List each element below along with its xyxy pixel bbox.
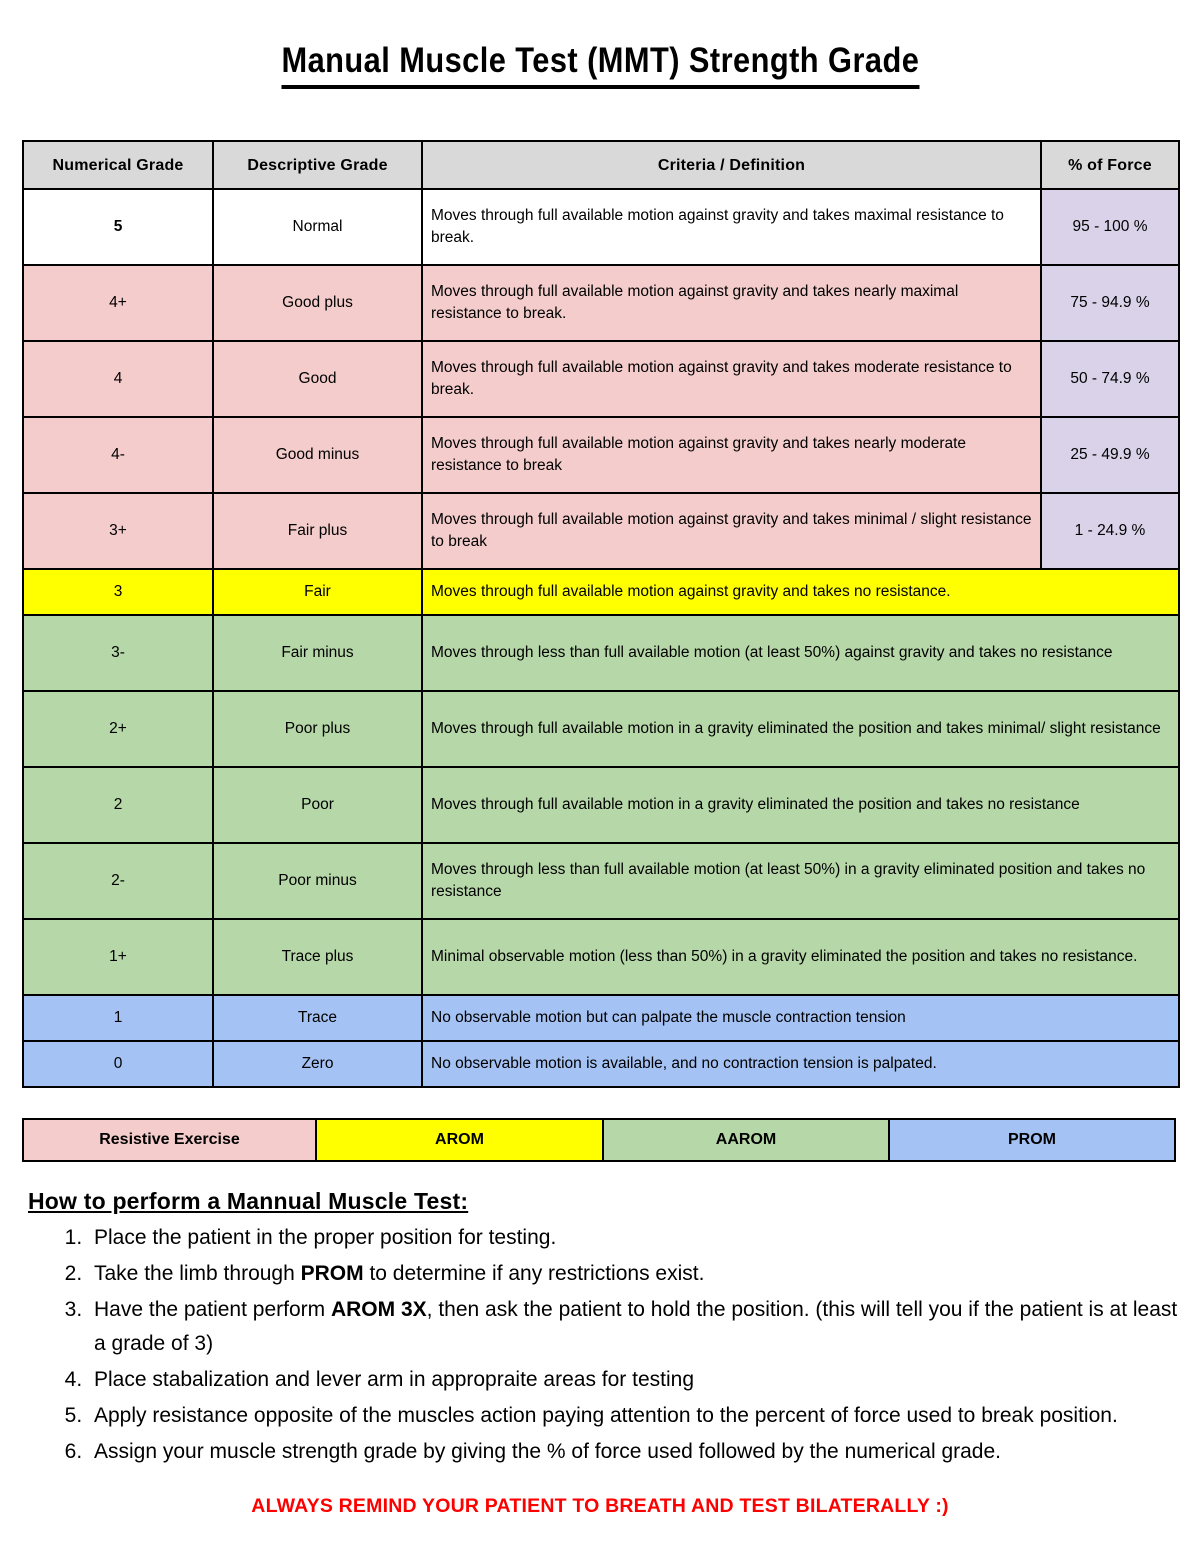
table-body [23,189,1179,1087]
cell-numerical-grade: 4 [23,341,213,417]
legend-item-resistive-exercise: Resistive Exercise [22,1118,317,1162]
cell-descriptive-grade: Good [213,341,422,417]
legend-item-arom: AROM [315,1118,604,1162]
cell-criteria-definition: Moves through full available motion in a gravity eliminated the position and takes minimal/ slight resistance [422,691,1179,767]
instruction-step [88,1435,1178,1469]
instructions-heading: How to perform a Mannual Muscle Test: [28,1188,469,1215]
cell-descriptive-grade: Poor minus [213,843,422,919]
cell-percent-of-force: 75 - 94.9 % [1041,265,1179,341]
table-row [23,341,1179,417]
mmt-table-container [22,140,1178,1088]
cell-criteria-definition: No observable motion is available, and no contraction tension is palpated. [422,1041,1179,1087]
step-text: to determine if any restrictions exist. [363,1262,705,1286]
title-container [0,0,1200,118]
cell-descriptive-grade: Good plus [213,265,422,341]
step-emphasis: AROM 3X [330,1298,427,1322]
table-row [23,265,1179,341]
cell-numerical-grade: 2- [23,843,213,919]
cell-descriptive-grade: Good minus [213,417,422,493]
table-row [23,417,1179,493]
step-text: Assign your muscle strength grade by giving the % of force used followed by the numerical grade. [94,1440,1001,1464]
cell-percent-of-force: 50 - 74.9 % [1041,341,1179,417]
cell-percent-of-force: 1 - 24.9 % [1041,493,1179,569]
cell-descriptive-grade: Fair minus [213,615,422,691]
step-text: Apply resistance opposite of the muscles action paying attention to the percent of force used to break position. [94,1404,1118,1428]
cell-descriptive-grade: Trace [213,995,422,1041]
cell-descriptive-grade: Poor plus [213,691,422,767]
cell-criteria-definition: No observable motion but can palpate the muscle contraction tension [422,995,1179,1041]
cell-criteria-definition: Moves through less than full available motion (at least 50%) in a gravity eliminated position and takes no resistance [422,843,1179,919]
table-header-row [23,141,1179,189]
table-row [23,691,1179,767]
cell-numerical-grade: 3- [23,615,213,691]
column-header-numerical-grade: Numerical Grade [23,141,213,189]
cell-criteria-definition: Minimal observable motion (less than 50%) in a gravity eliminated the position and takes no resistance. [422,919,1179,995]
cell-numerical-grade: 4- [23,417,213,493]
instruction-step [88,1221,1178,1255]
cell-numerical-grade: 1 [23,995,213,1041]
table-row [23,189,1179,265]
column-header-criteria: Criteria / Definition [422,141,1041,189]
cell-criteria-definition: Moves through full available motion against gravity and takes moderate resistance to break. [422,341,1041,417]
cell-numerical-grade: 2+ [23,691,213,767]
step-text: Place stabalization and lever arm in appropraite areas for testing [94,1368,694,1392]
instructions-step-list [10,1221,1178,1469]
instruction-step [88,1363,1178,1397]
step-emphasis: PROM [300,1262,364,1286]
step-text: Have the patient perform [94,1298,331,1322]
mmt-grade-table [22,140,1180,1088]
step-text: Take the limb through [94,1262,301,1286]
column-header-percent-force: % of Force [1041,141,1179,189]
table-row [23,1041,1179,1087]
table-row [23,767,1179,843]
instruction-step [88,1293,1178,1361]
cell-percent-of-force: 25 - 49.9 % [1041,417,1179,493]
cell-descriptive-grade: Trace plus [213,919,422,995]
cell-descriptive-grade: Fair plus [213,493,422,569]
instruction-step [88,1257,1178,1291]
cell-descriptive-grade: Zero [213,1041,422,1087]
table-header [23,141,1179,189]
cell-criteria-definition: Moves through full available motion in a gravity eliminated the position and takes no resistance [422,767,1179,843]
cell-criteria-definition: Moves through full available motion against gravity and takes nearly maximal resistance to break. [422,265,1041,341]
table-row [23,995,1179,1041]
legend-item-aarom: AAROM [602,1118,890,1162]
cell-descriptive-grade: Poor [213,767,422,843]
page-title: Manual Muscle Test (MMT) Strength Grade [281,41,919,88]
cell-numerical-grade: 4+ [23,265,213,341]
table-row [23,843,1179,919]
column-header-descriptive-grade: Descriptive Grade [213,141,422,189]
cell-percent-of-force: 95 - 100 % [1041,189,1179,265]
table-row [23,569,1179,615]
cell-descriptive-grade: Fair [213,569,422,615]
legend-item-prom: PROM [888,1118,1176,1162]
color-legend-bar [22,1118,1178,1162]
cell-criteria-definition: Moves through full available motion against gravity and takes no resistance. [422,569,1179,615]
cell-criteria-definition: Moves through full available motion against gravity and takes nearly moderate resistance to break [422,417,1041,493]
cell-numerical-grade: 5 [23,189,213,265]
instruction-step [88,1399,1178,1433]
table-row [23,493,1179,569]
instructions-section [10,1188,1178,1469]
cell-criteria-definition: Moves through full available motion against gravity and takes maximal resistance to break. [422,189,1041,265]
step-text: , then ask the patient to hold the position. (this will tell you if the patient is at least a grade of 3) [94,1298,1178,1356]
cell-criteria-definition: Moves through full available motion against gravity and takes minimal / slight resistance to break [422,493,1041,569]
table-row [23,919,1179,995]
cell-numerical-grade: 1+ [23,919,213,995]
cell-numerical-grade: 0 [23,1041,213,1087]
step-text: Place the patient in the proper position for testing. [94,1226,557,1250]
cell-numerical-grade: 2 [23,767,213,843]
cell-numerical-grade: 3 [23,569,213,615]
cell-numerical-grade: 3+ [23,493,213,569]
cell-descriptive-grade: Normal [213,189,422,265]
table-row [23,615,1179,691]
footer-reminder-note: ALWAYS REMIND YOUR PATIENT TO BREATH AND TEST BILATERALLY :) [251,1495,949,1518]
cell-criteria-definition: Moves through less than full available motion (at least 50%) against gravity and takes no resistance [422,615,1179,691]
